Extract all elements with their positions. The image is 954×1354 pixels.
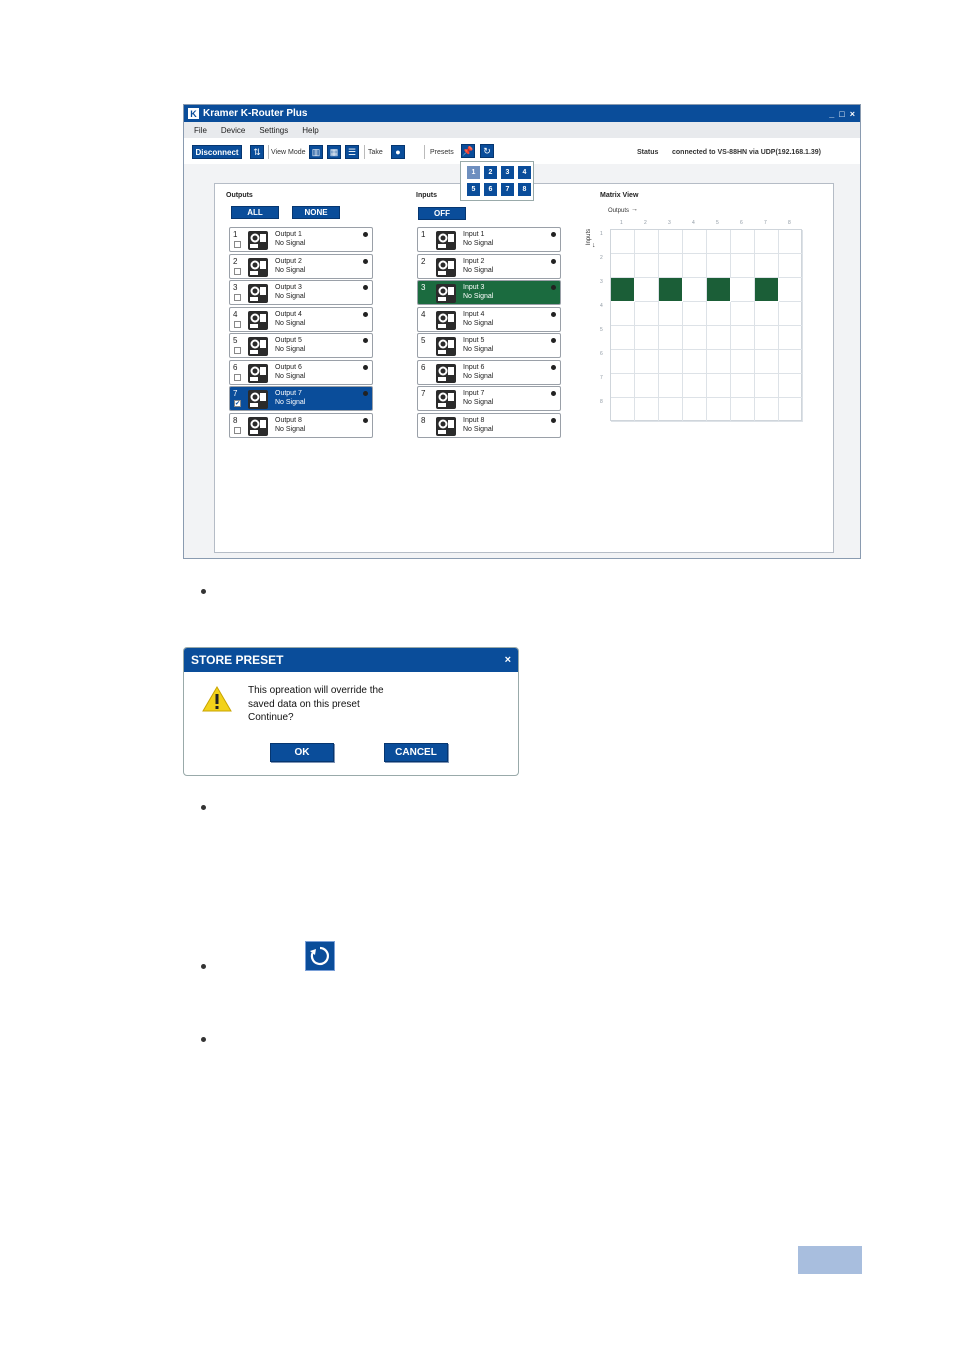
matrix-row-tick: 5 [600,327,603,333]
input-row-2[interactable] [417,254,561,279]
output-name: Output 4 [275,310,302,318]
matrix-cell[interactable] [683,326,707,350]
output-checkbox[interactable]: ✔ [235,401,241,407]
device-icon [436,337,456,356]
preset-button-2[interactable]: 2 [484,166,497,179]
inputs-title: Inputs [416,192,437,199]
matrix-cell[interactable] [659,278,683,302]
output-name: Output 3 [275,284,302,291]
toolbar-separator [268,145,269,159]
status-dot-icon [551,338,556,343]
matrix-row-tick: 1 [600,231,603,237]
device-icon [436,417,456,436]
output-signal-status: No Signal [275,319,306,327]
view-mode-label: View Mode [271,149,306,156]
input-name: Input 7 [463,390,485,397]
status-dot-icon [551,285,556,290]
matrix-cell[interactable] [755,398,779,422]
close-button[interactable]: × [849,108,855,119]
status-dot-icon [551,365,556,370]
outputs-title: Outputs [226,192,253,199]
matrix-col-tick: 3 [668,220,671,226]
menu-file[interactable]: File [194,125,207,135]
bullet-point [201,805,206,810]
dialog-message-line: saved data on this preset [248,698,360,710]
output-number: 2 [233,256,238,266]
status-dot-icon [551,391,556,396]
output-row-3[interactable] [229,280,373,305]
matrix-cell[interactable] [779,374,803,398]
input-signal-status: No Signal [463,372,494,380]
matrix-cell[interactable] [659,302,683,326]
matrix-cell[interactable] [659,230,683,254]
title-bar [184,105,860,122]
matrix-cell[interactable] [707,398,731,422]
matrix-cell[interactable] [707,254,731,278]
menu-help[interactable]: Help [302,125,319,135]
matrix-cell[interactable] [635,278,659,302]
matrix-cell[interactable] [635,230,659,254]
output-signal-status: No Signal [275,240,306,247]
dialog-title: STORE PRESET [191,653,284,667]
matrix-cell[interactable] [731,230,755,254]
bullet-point [201,964,206,969]
matrix-cell[interactable] [731,326,755,350]
matrix-cell[interactable] [611,374,635,398]
input-signal-status: No Signal [463,240,494,247]
input-name: Input 5 [463,337,485,344]
output-name: Output 2 [275,257,302,265]
matrix-col-tick: 7 [764,220,767,226]
recall-preset-refresh-icon[interactable]: ↻ [480,144,494,158]
status-dot-icon [551,312,556,317]
menu-device[interactable]: Device [220,125,246,135]
matrix-cell[interactable] [635,254,659,278]
preset-button-1[interactable]: 1 [467,166,480,179]
status-dot-icon [363,418,368,423]
matrix-cell[interactable] [635,326,659,350]
output-name: Output 7 [275,390,302,397]
matrix-row-tick: 3 [600,279,603,285]
output-checkbox[interactable] [234,347,241,354]
presets-label: Presets [430,149,454,156]
matrix-cell[interactable] [659,374,683,398]
matrix-col-tick: 1 [620,220,623,226]
dialog-message-line: Continue? [248,712,294,723]
arrow-down-icon: ↓ [592,242,596,249]
matrix-cell[interactable] [707,278,731,302]
matrix-cell[interactable] [659,350,683,374]
matrix-col-tick: 8 [788,220,791,226]
input-row-5[interactable] [417,333,561,358]
output-number: 8 [233,415,238,425]
arrow-right-icon: → [631,206,638,213]
device-icon [436,311,456,330]
kramer-logo-icon: K [188,108,199,119]
matrix-cell[interactable] [779,254,803,278]
status-dot-icon [363,338,368,343]
status-dot-icon [363,365,368,370]
matrix-cell[interactable] [779,326,803,350]
matrix-cell[interactable] [755,374,779,398]
device-icon [248,337,268,356]
preset-button-7[interactable]: 7 [501,183,514,196]
dialog-close-icon[interactable]: × [504,654,511,666]
matrix-cell[interactable] [755,350,779,374]
matrix-cell[interactable] [707,350,731,374]
input-row-3[interactable] [417,280,561,305]
recall-preset-refresh-icon [305,941,335,971]
view-columns-icon[interactable]: ▥ [309,145,323,159]
device-icon [436,231,456,250]
matrix-cell[interactable] [707,302,731,326]
routing-panel [214,183,834,553]
preset-button-8[interactable]: 8 [518,183,531,196]
menu-settings[interactable]: Settings [259,125,289,135]
device-icon [436,284,456,303]
window-title: Kramer K-Router Plus [203,108,308,119]
output-row-4[interactable] [229,307,373,332]
input-number: 8 [421,415,426,425]
matrix-cell[interactable] [707,374,731,398]
matrix-cell[interactable] [683,302,707,326]
output-signal-status: No Signal [275,425,306,433]
output-row-6[interactable] [229,360,373,385]
status-dot-icon [551,259,556,264]
output-checkbox[interactable] [234,427,241,434]
device-icon [248,231,268,250]
matrix-cell[interactable] [779,350,803,374]
matrix-col-tick: 6 [740,220,743,226]
swap-icon[interactable]: ⇅ [250,145,264,159]
view-list-icon[interactable]: ☰ [345,145,359,159]
store-preset-pin-icon[interactable]: 📌 [461,144,475,158]
input-name: Input 4 [463,310,485,318]
input-number: 6 [421,362,426,372]
bullet-point [201,589,206,594]
matrix-cell[interactable] [755,230,779,254]
input-number: 2 [421,256,426,266]
output-signal-status: No Signal [275,346,306,353]
device-icon [436,390,456,409]
status-dot-icon [363,391,368,396]
dialog-message [248,684,448,725]
toolbar-separator [364,145,365,159]
matrix-cell[interactable] [611,350,635,374]
input-row-4[interactable] [417,307,561,332]
output-row-2[interactable] [229,254,373,279]
preset-button-3[interactable]: 3 [501,166,514,179]
input-signal-status: No Signal [463,346,494,353]
matrix-cell[interactable] [755,326,779,350]
output-checkbox[interactable] [234,374,241,381]
input-row-8[interactable] [417,413,561,438]
output-checkbox[interactable] [234,268,241,275]
input-signal-status: No Signal [463,425,494,433]
matrix-cell[interactable] [611,302,635,326]
off-button[interactable]: OFF [418,207,466,220]
matrix-cell[interactable] [731,374,755,398]
matrix-cell[interactable] [635,374,659,398]
status-dot-icon [363,259,368,264]
status-label: Status [637,149,659,156]
input-name: Input 8 [463,416,485,424]
output-number: 7 [233,389,238,398]
matrix-cell[interactable] [683,374,707,398]
matrix-col-tick: 2 [644,220,647,226]
device-icon [436,258,456,277]
input-row-1[interactable] [417,227,561,252]
input-number: 1 [421,230,426,239]
input-number: 5 [421,336,426,345]
device-icon [248,364,268,383]
dialog-message-line: This opreation will override the [248,685,384,696]
matrix-row-tick: 7 [600,375,603,381]
output-row-5[interactable] [229,333,373,358]
output-signal-status: No Signal [275,372,306,380]
matrix-cell[interactable] [611,230,635,254]
all-button[interactable]: ALL [231,206,279,219]
dialog-header [184,648,518,672]
toolbar-separator [424,145,425,159]
output-row-8[interactable] [229,413,373,438]
matrix-cell[interactable] [635,350,659,374]
page-number-bar [798,1246,862,1274]
input-name: Input 6 [463,363,485,371]
output-name: Output 1 [275,231,302,238]
output-checkbox[interactable] [234,294,241,301]
preset-button-5[interactable]: 5 [467,183,480,196]
input-signal-status: No Signal [463,293,494,300]
status-dot-icon [363,232,368,237]
device-icon [436,364,456,383]
output-signal-status: No Signal [275,266,306,274]
matrix-cell[interactable] [611,278,635,302]
device-icon [248,390,268,409]
output-number: 3 [233,283,238,292]
take-button-icon[interactable]: ● [391,145,405,159]
input-name: Input 3 [463,284,485,291]
output-name: Output 5 [275,337,302,344]
input-row-7[interactable] [417,386,561,411]
matrix-grid [610,229,802,421]
status-dot-icon [363,285,368,290]
k-router-window [183,104,861,559]
preset-popup [460,161,534,201]
preset-button-6[interactable]: 6 [484,183,497,196]
status-dot-icon [551,232,556,237]
input-number: 7 [421,389,426,398]
matrix-inputs-label: Inputs [586,228,593,246]
matrix-cell[interactable] [779,302,803,326]
bullet-point [201,1037,206,1042]
input-row-6[interactable] [417,360,561,385]
output-checkbox[interactable] [234,321,241,328]
status-dot-icon [363,312,368,317]
matrix-cell[interactable] [611,398,635,422]
output-signal-status: No Signal [275,293,306,300]
matrix-cell[interactable] [779,230,803,254]
store-preset-dialog [183,647,519,776]
matrix-outputs-label: Outputs [608,208,630,214]
input-signal-status: No Signal [463,319,494,327]
matrix-cell[interactable] [635,398,659,422]
take-label: Take [368,149,383,156]
matrix-cell[interactable] [731,398,755,422]
matrix-cell[interactable] [731,302,755,326]
matrix-cell[interactable] [611,326,635,350]
device-icon [248,284,268,303]
status-value: connected to VS-88HN via UDP(192.168.1.39) [672,149,822,156]
output-name: Output 8 [275,416,302,424]
matrix-cell[interactable] [659,326,683,350]
input-signal-status: No Signal [463,399,494,406]
maximize-button[interactable]: □ [839,108,845,119]
matrix-cell[interactable] [659,398,683,422]
matrix-cell[interactable] [707,230,731,254]
input-number: 4 [421,309,426,319]
matrix-cell[interactable] [755,302,779,326]
matrix-cell[interactable] [659,254,683,278]
matrix-cell[interactable] [755,278,779,302]
matrix-cell[interactable] [683,230,707,254]
matrix-cell[interactable] [755,254,779,278]
matrix-cell[interactable] [683,350,707,374]
input-name: Input 1 [463,231,485,238]
output-number: 5 [233,336,238,345]
output-row-7[interactable] [229,386,373,411]
matrix-cell[interactable] [635,302,659,326]
matrix-cell[interactable] [611,254,635,278]
matrix-cell[interactable] [683,398,707,422]
output-name: Output 6 [275,363,302,371]
menu-bar [184,122,860,138]
device-icon [248,258,268,277]
input-signal-status: No Signal [463,266,494,274]
disconnect-button[interactable]: Disconnect [192,145,242,159]
matrix-cell[interactable] [683,278,707,302]
input-number: 3 [421,283,426,292]
minimize-button[interactable]: _ [829,108,835,119]
output-number: 1 [233,230,238,239]
matrix-view-title: Matrix View [600,192,639,199]
input-name: Input 2 [463,257,485,265]
matrix-cell[interactable] [731,350,755,374]
preset-button-4[interactable]: 4 [518,166,531,179]
matrix-cell[interactable] [779,398,803,422]
device-icon [248,311,268,330]
matrix-cell[interactable] [731,254,755,278]
matrix-cell[interactable] [683,254,707,278]
matrix-col-tick: 4 [692,220,695,226]
matrix-row-tick: 6 [600,351,603,357]
output-row-1[interactable] [229,227,373,252]
output-number: 6 [233,362,238,372]
ok-button[interactable]: OK [270,743,334,762]
cancel-button[interactable]: CANCEL [384,743,448,762]
output-number: 4 [233,309,238,319]
view-grid-icon[interactable]: ▦ [327,145,341,159]
warning-icon [202,686,232,712]
matrix-cell[interactable] [779,278,803,302]
status-dot-icon [551,418,556,423]
device-icon [248,417,268,436]
none-button[interactable]: NONE [292,206,340,219]
matrix-row-tick: 4 [600,303,603,309]
output-checkbox[interactable] [234,241,241,248]
matrix-col-tick: 5 [716,220,719,226]
output-signal-status: No Signal [275,399,306,406]
matrix-cell[interactable] [731,278,755,302]
matrix-row-tick: 2 [600,255,603,261]
matrix-row-tick: 8 [600,399,603,405]
matrix-cell[interactable] [707,326,731,350]
